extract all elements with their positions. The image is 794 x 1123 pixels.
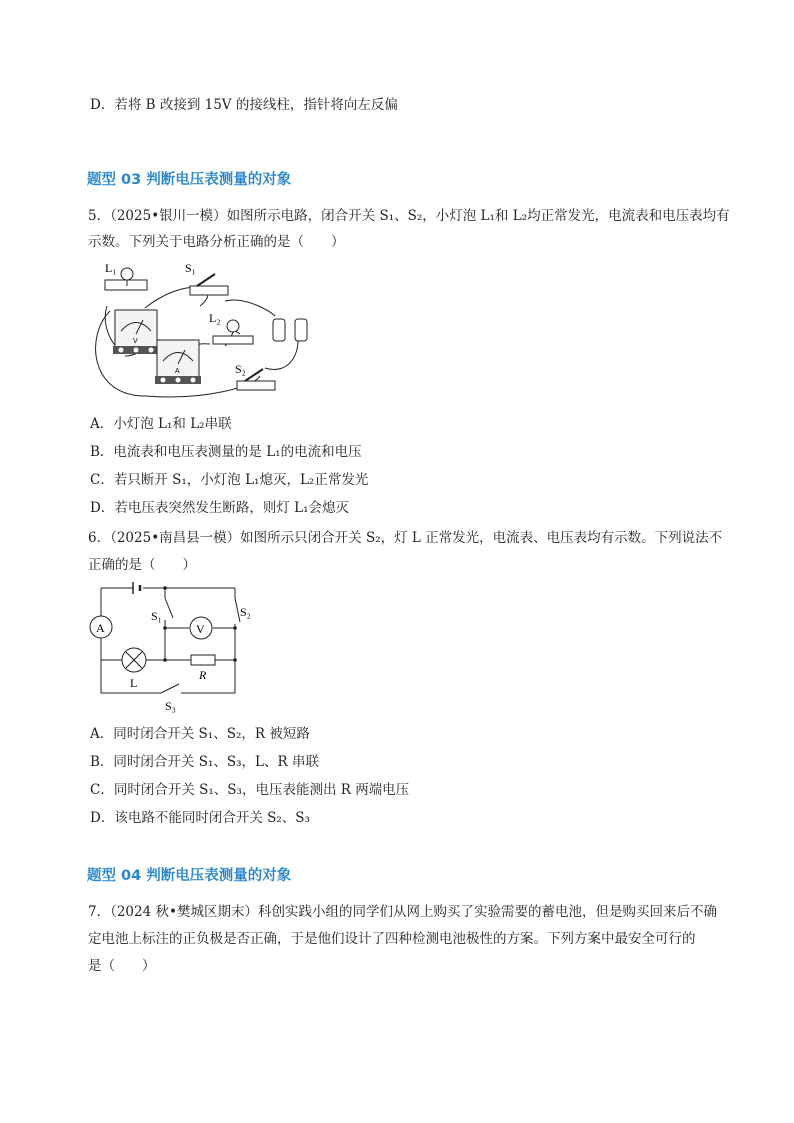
prev-option-d: D．若将 B 改接到 15V 的接线柱，指针将向左反偏	[90, 97, 398, 113]
q6-option-d: D．该电路不能同时闭合开关 S₂、S₃	[90, 810, 310, 826]
q6-ammeter-label: A	[96, 621, 105, 635]
q5-label-ammeter: A	[175, 368, 180, 375]
q7-stem-line3: 是（ ）	[88, 958, 156, 974]
q6-lamp-label: L	[130, 676, 138, 690]
q6-stem-line2: 正确的是（ ）	[88, 557, 196, 573]
q5-label-l1: L₁	[105, 261, 117, 275]
q6-s3-label: S₃	[165, 699, 176, 713]
q6-s2-label: S₂	[240, 605, 251, 619]
q7-stem-line1: 7．（2024 秋•樊城区期末）科创实践小组的同学们从网上购买了实验需要的蓄电池，但是购买回来后不确	[88, 904, 717, 920]
q5-label-voltmeter: V	[133, 338, 138, 345]
q5-option-d: D．若电压表突然发生断路，则灯 L₁会熄灭	[90, 500, 349, 516]
q5-stem-line2: 示数。下列关于电路分析正确的是（ ）	[88, 234, 345, 250]
q5-label-s1: S₁	[185, 261, 196, 275]
q6-option-a: A．同时闭合开关 S₁、S₂，R 被短路	[90, 726, 310, 742]
q5-stem-line1: 5．（2025•银川一模）如图所示电路，闭合开关 S₁、S₂，小灯泡 L₁和 L₂均正常发光，电流表和电压表均有	[88, 208, 730, 224]
q5-label-l2: L₂	[209, 311, 221, 325]
q5-option-b: B．电流表和电压表测量的是 L₁的电流和电压	[90, 444, 362, 460]
q6-resistor-label: R	[199, 668, 207, 682]
section-heading-03: 题型 03 判断电压表测量的对象	[87, 172, 292, 188]
q6-voltmeter-label: V	[196, 622, 205, 636]
q5-circuit-figure	[85, 256, 335, 406]
q6-stem-line1: 6．（2025•南昌县一模）如图所示只闭合开关 S₂，灯 L 正常发光，电流表、电压表均有示数。下列说法不	[88, 530, 723, 546]
q5-option-a: A．小灯泡 L₁和 L₂串联	[90, 416, 232, 432]
q7-stem-line2: 定电池上标注的正负极是否正确，于是他们设计了四种检测电池极性的方案。下列方案中最安全可行的	[88, 931, 696, 947]
q5-label-s2: S₂	[235, 362, 246, 376]
q6-circuit-schematic	[85, 580, 260, 715]
q6-option-b: B．同时闭合开关 S₁、S₃，L、R 串联	[90, 754, 319, 770]
section-heading-04: 题型 04 判断电压表测量的对象	[87, 868, 292, 884]
q6-option-c: C．同时闭合开关 S₁、S₃，电压表能测出 R 两端电压	[90, 782, 410, 798]
q6-s1-label: S₁	[151, 609, 162, 623]
q5-option-c: C．若只断开 S₁，小灯泡 L₁熄灭，L₂正常发光	[90, 472, 369, 488]
